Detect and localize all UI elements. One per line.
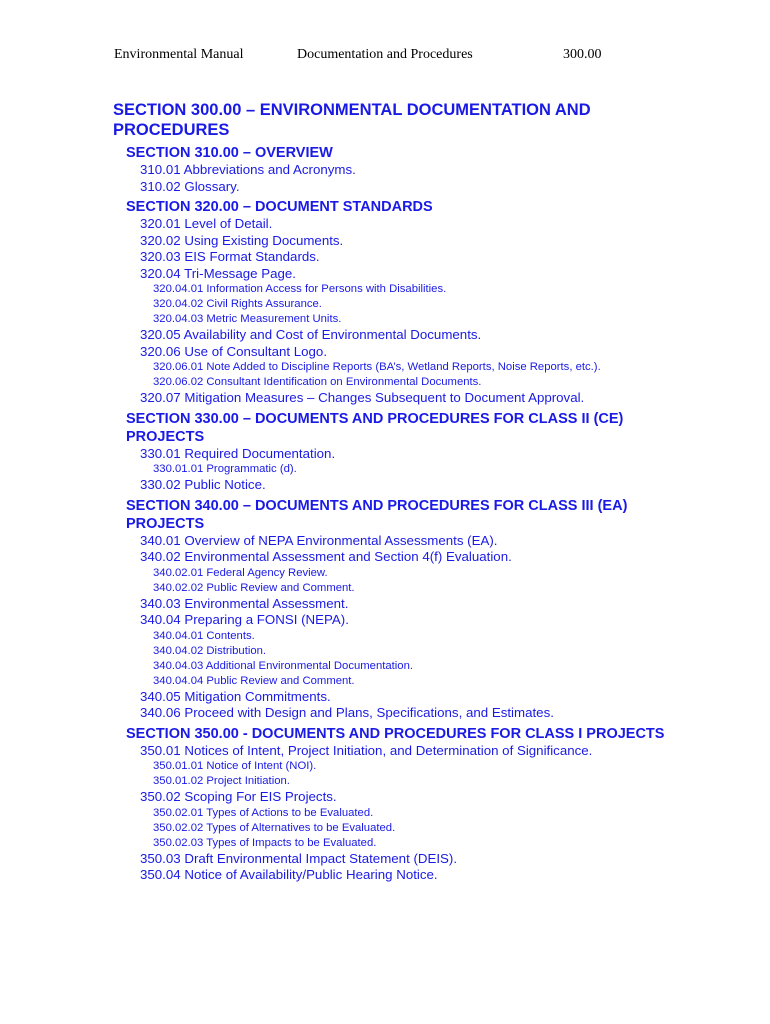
section-heading[interactable]: SECTION 330.00 – DOCUMENTS AND PROCEDURES FOR CLASS II (CE) PROJECTS <box>126 410 624 445</box>
toc-subentry[interactable]: 350.02.03 Types of Impacts to be Evaluated. <box>153 836 377 849</box>
toc-section <box>113 497 753 722</box>
toc-entry[interactable]: 340.06 Proceed with Design and Plans, Specifications, and Estimates. <box>140 705 554 720</box>
toc-subentry[interactable]: 320.06.01 Note Added to Discipline Reports (BA’s, Wetland Reports, Noise Reports, etc.). <box>153 361 601 373</box>
header-chapter-name: Documentation and Procedures <box>297 47 473 62</box>
page-header <box>114 47 634 65</box>
section-heading[interactable]: SECTION 320.00 – DOCUMENT STANDARDS <box>126 199 433 215</box>
toc-subentry[interactable]: 350.02.01 Types of Actions to be Evaluated. <box>153 806 374 819</box>
section-heading[interactable]: SECTION 350.00 - DOCUMENTS AND PROCEDURES FOR CLASS I PROJECTS <box>126 725 665 742</box>
toc-entry[interactable]: 350.03 Draft Environmental Impact Statement (DEIS). <box>140 850 458 866</box>
toc-subentry[interactable]: 320.04.02 Civil Rights Assurance. <box>153 298 322 310</box>
header-manual-name: Environmental Manual <box>114 47 244 62</box>
toc-subentry[interactable]: 320.04.03 Metric Measurement Units. <box>153 313 342 325</box>
toc-section <box>113 198 753 407</box>
toc-entry[interactable]: 330.02 Public Notice. <box>140 477 266 492</box>
toc-entry[interactable]: 340.04 Preparing a FONSI (NEPA). <box>140 612 349 627</box>
toc-entry[interactable]: 320.06 Use of Consultant Logo. <box>140 343 328 359</box>
toc-subentry[interactable]: 330.01.01 Programmatic (d). <box>153 463 297 475</box>
toc-entry[interactable]: 340.05 Mitigation Commitments. <box>140 688 331 704</box>
toc-subentry[interactable]: 340.02.02 Public Review and Comment. <box>153 581 355 594</box>
toc-sections <box>113 144 753 884</box>
toc-entry[interactable]: 310.02 Glossary. <box>140 178 240 194</box>
toc-section <box>113 410 753 494</box>
toc-entry[interactable]: 310.01 Abbreviations and Acronyms. <box>140 162 356 177</box>
toc-subentry[interactable]: 350.01.02 Project Initiation. <box>153 775 290 787</box>
toc-entry[interactable]: 320.03 EIS Format Standards. <box>140 249 320 264</box>
toc-section <box>113 725 753 884</box>
toc-entry[interactable]: 340.03 Environmental Assessment. <box>140 595 349 611</box>
toc-subentry[interactable]: 340.04.02 Distribution. <box>153 644 267 657</box>
toc-subentry[interactable]: 350.01.01 Notice of Intent (NOI). <box>153 760 317 772</box>
toc-entry[interactable]: 350.01 Notices of Intent, Project Initiation, and Determination of Significance. <box>140 742 593 758</box>
toc-subentry[interactable]: 340.04.04 Public Review and Comment. <box>153 674 355 687</box>
toc-subentry[interactable]: 350.02.02 Types of Alternatives to be Evaluated. <box>153 821 396 834</box>
page-title: SECTION 300.00 – ENVIRONMENTAL DOCUMENTATION AND PROCEDURES <box>113 101 591 139</box>
header-section-number: 300.00 <box>563 47 602 62</box>
section-heading[interactable]: SECTION 310.00 – OVERVIEW <box>126 145 333 161</box>
toc-section <box>113 144 753 195</box>
toc-entry[interactable]: 320.07 Mitigation Measures – Changes Subsequent to Document Approval. <box>140 390 585 405</box>
toc-entry[interactable]: 320.01 Level of Detail. <box>140 216 273 231</box>
toc-entry[interactable]: 320.05 Availability and Cost of Environmental Documents. <box>140 327 482 342</box>
toc-entry[interactable]: 340.01 Overview of NEPA Environmental Assessments (EA). <box>140 532 498 548</box>
toc-subentry[interactable]: 340.04.01 Contents. <box>153 629 255 642</box>
toc-entry[interactable]: 320.02 Using Existing Documents. <box>140 232 344 248</box>
section-heading[interactable]: SECTION 340.00 – DOCUMENTS AND PROCEDURES FOR CLASS III (EA) PROJECTS <box>126 497 628 532</box>
toc-subentry[interactable]: 320.04.01 Information Access for Persons with Disabilities. <box>153 283 447 295</box>
table-of-contents <box>113 100 753 884</box>
toc-entry[interactable]: 340.02 Environmental Assessment and Section 4(f) Evaluation. <box>140 549 512 564</box>
toc-subentry[interactable]: 340.02.01 Federal Agency Review. <box>153 566 328 579</box>
toc-entry[interactable]: 350.04 Notice of Availability/Public Hearing Notice. <box>140 867 438 882</box>
toc-entry[interactable]: 320.04 Tri-Message Page. <box>140 265 296 281</box>
toc-subentry[interactable]: 340.04.03 Additional Environmental Documentation. <box>153 659 413 672</box>
toc-subentry[interactable]: 320.06.02 Consultant Identification on Environmental Documents. <box>153 376 482 388</box>
toc-entry[interactable]: 350.02 Scoping For EIS Projects. <box>140 789 337 804</box>
toc-entry[interactable]: 330.01 Required Documentation. <box>140 445 336 461</box>
